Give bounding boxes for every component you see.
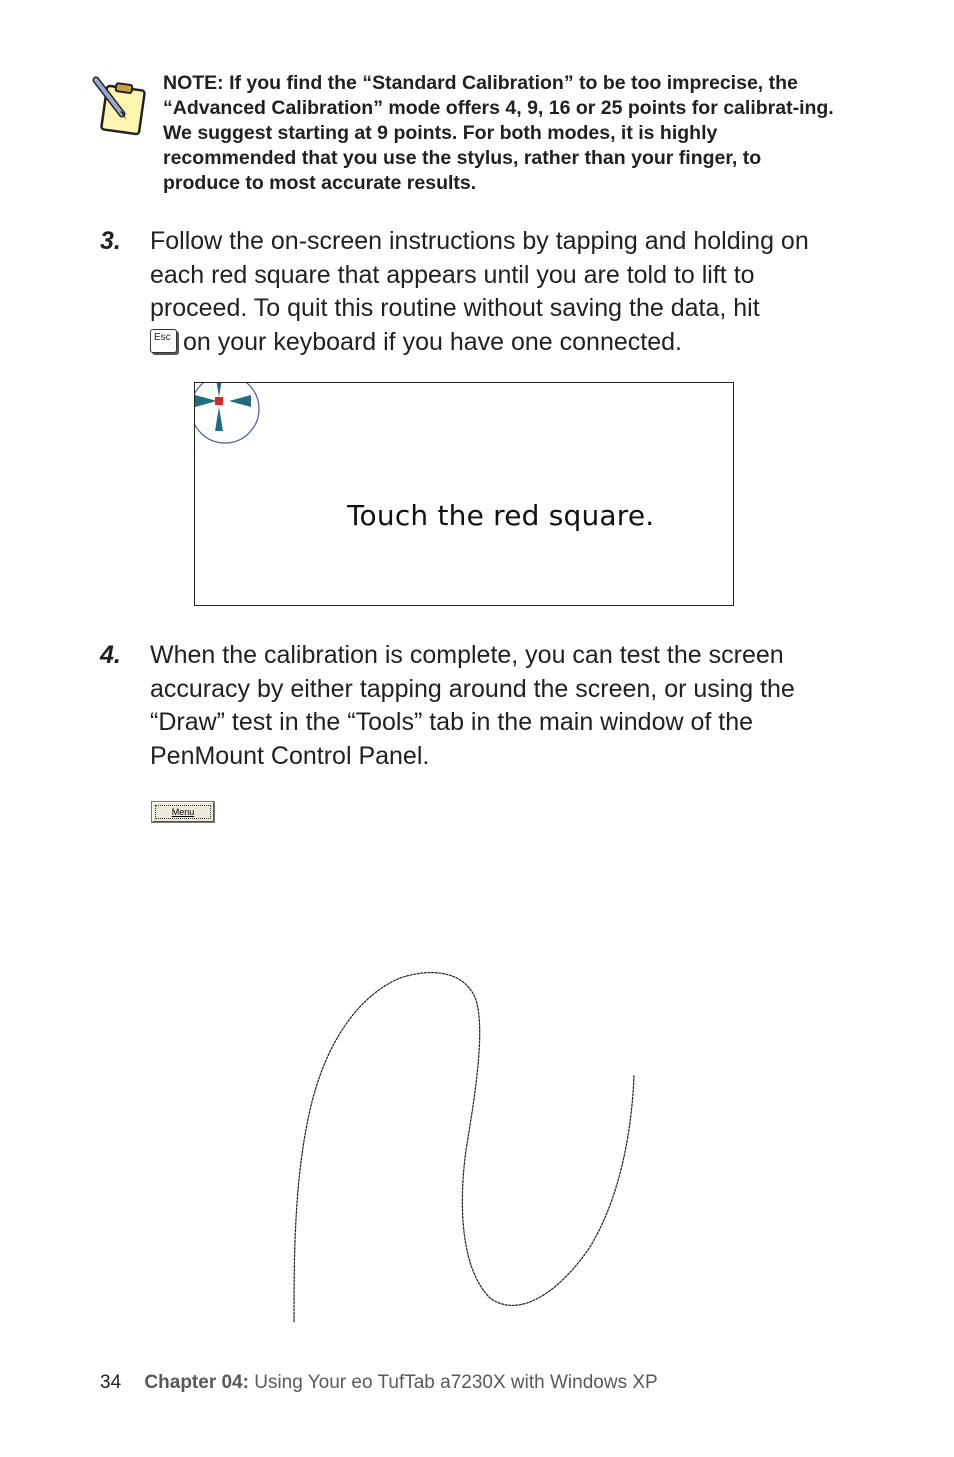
- step-text: When the calibration is complete, you can test the screen accuracy by either tapping around the screen, or using the “Draw” test in the “Tools” tab in the main window of the PenMount Control Panel.: [150, 641, 795, 770]
- menu-button-label: Menu: [155, 805, 211, 819]
- clipboard-pencil-icon: [92, 74, 154, 136]
- note-text: NOTE: If you find the “Standard Calibration” to be too imprecise, the “Advanced Calibration” mode offers 4, 9, 16 or 25 points for calibrat-ing. We suggest starting at 9 points. For both modes, it is highly recommended that you use the stylus, rather than your finger, to produce to most accurate results.: [163, 72, 834, 194]
- calibration-screen: [194, 382, 734, 606]
- red-square: [215, 397, 223, 405]
- crosshair-target-icon[interactable]: [195, 383, 265, 445]
- chapter-label: Chapter 04:: [144, 1372, 249, 1393]
- drawn-stroke: [294, 973, 634, 1322]
- esc-key-icon: [150, 329, 177, 353]
- step-number: 4.: [100, 641, 121, 669]
- page-footer: [100, 1372, 658, 1394]
- draw-test-canvas[interactable]: [280, 960, 650, 1330]
- esc-key-label: Esc: [154, 331, 171, 343]
- step-text-before: Follow the on-screen instructions by tapping and holding on each red square that appears until you are told to lift to proceed. To quit this routine without saving the data, hit: [150, 227, 809, 322]
- chapter-title: Using Your eo TufTab a7230X with Windows XP: [254, 1372, 658, 1393]
- page-number: 34: [100, 1372, 122, 1393]
- step-text: [150, 225, 840, 359]
- step-text-after: on your keyboard if you have one connected.: [183, 327, 682, 356]
- calibration-message: Touch the red square.: [347, 499, 655, 532]
- menu-button[interactable]: [152, 802, 214, 822]
- step-number: 3.: [100, 227, 121, 255]
